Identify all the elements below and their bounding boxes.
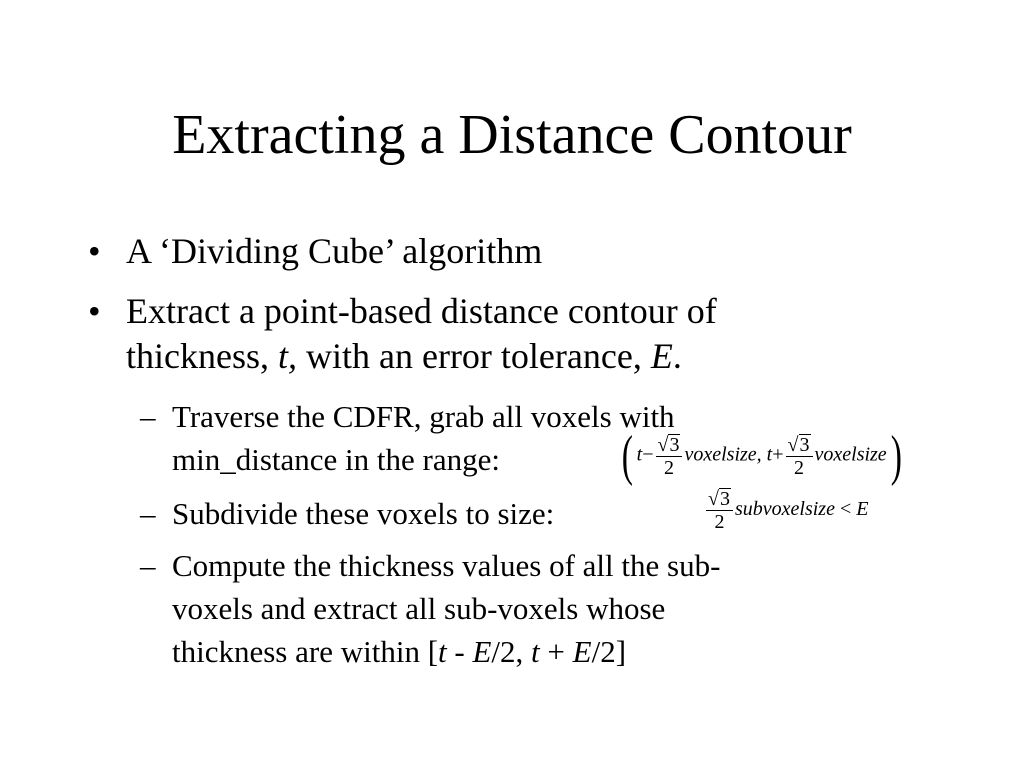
bullet-mark: • xyxy=(88,291,101,331)
subbullet-compute-line2 xyxy=(172,589,665,629)
subbullet-text-line2: min_distance in the range: xyxy=(172,442,500,477)
op-plus: + xyxy=(539,634,573,669)
text-mid: /2, xyxy=(491,634,532,669)
formula-lt: < xyxy=(834,498,857,521)
var-E: E xyxy=(572,634,592,669)
subbullet-text-line1: Subdivide these voxels to size: xyxy=(172,496,555,531)
formula-plus: + xyxy=(772,443,784,466)
formula-minus: − xyxy=(642,443,654,466)
subbullet-compute xyxy=(140,546,721,586)
slide-title: Extracting a Distance Contour xyxy=(172,104,852,166)
formula-t1: t xyxy=(636,443,643,466)
sqrt-icon: √3 xyxy=(708,488,730,510)
var-E: E xyxy=(472,634,492,669)
formula-E: E xyxy=(856,498,869,521)
sqrt3-over-2-fraction: $\frac{√3}{2}$ xyxy=(706,488,733,533)
var-t: t xyxy=(438,634,447,669)
var-t: t, xyxy=(277,336,297,376)
right-paren: ) xyxy=(890,425,902,487)
formula-term2: voxelsize xyxy=(814,443,887,466)
subbullet-text-line2: voxels and extract all sub-voxels whose xyxy=(172,591,666,626)
subbullet-traverse-line2 xyxy=(172,440,500,480)
bullet-item-extract-contour xyxy=(88,289,717,334)
subbullet-text-line1: Compute the thickness values of all the sub- xyxy=(172,548,721,583)
var-E: E xyxy=(650,336,673,376)
bullet-text-pre: thickness, xyxy=(126,336,278,376)
formula-term: subvoxelsize xyxy=(734,498,835,521)
subbullet-text-pre: thickness are within [ xyxy=(172,634,439,669)
bullet-text-mid: with an error tolerance, xyxy=(297,336,651,376)
bullet-mark: • xyxy=(88,231,101,271)
size-formula xyxy=(704,488,868,533)
range-formula xyxy=(618,425,905,487)
subbullet-mark: – xyxy=(140,496,156,531)
var-t: t xyxy=(531,634,540,669)
text-end: /2] xyxy=(591,634,627,669)
bullet-item-dividing-cube xyxy=(88,229,543,274)
formula-term1: voxelsize, xyxy=(684,443,767,466)
subbullet-mark: – xyxy=(140,548,156,583)
bullet-text-line1: Extract a point-based distance contour of xyxy=(126,291,717,331)
sqrt3-over-2-fraction: $\frac{√3}{2}$ xyxy=(786,434,813,479)
subbullet-traverse xyxy=(140,397,675,437)
bullet-text: A ‘Dividing Cube’ algorithm xyxy=(126,231,543,271)
formula-t2: t xyxy=(766,443,773,466)
sqrt-icon: √3 xyxy=(787,433,810,456)
subbullet-text-line1: Traverse the CDFR, grab all voxels with xyxy=(172,399,675,434)
sqrt-icon: √3 xyxy=(657,433,680,456)
op-minus: - xyxy=(446,634,473,669)
bullet-text-end: . xyxy=(672,336,682,376)
subbullet-compute-line3 xyxy=(172,632,626,672)
bullet-item-extract-contour-line2 xyxy=(126,334,682,379)
subbullet-mark: – xyxy=(140,399,156,434)
subbullet-subdivide xyxy=(140,494,555,534)
left-paren: ( xyxy=(621,425,633,487)
sqrt3-over-2-fraction: $\frac{√3}{2}$ xyxy=(656,434,683,479)
